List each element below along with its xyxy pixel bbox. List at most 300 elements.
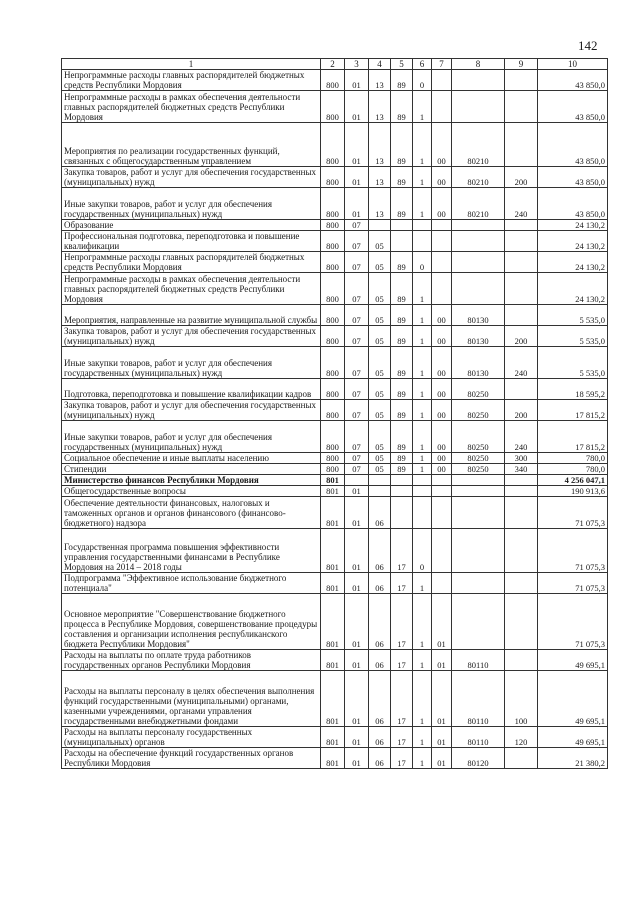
row-subsection: 13 (369, 167, 391, 188)
row-subsection: 05 (369, 273, 391, 305)
row-subprogram: 1 (413, 347, 432, 379)
row-expense-type (505, 573, 538, 594)
row-expense-type: 300 (505, 453, 538, 464)
row-section: 01 (345, 91, 369, 123)
row-amount: 24 130,2 (538, 273, 608, 305)
row-subsection: 06 (369, 727, 391, 748)
row-name: Подготовка, переподготовка и повышение квалификации кадров (62, 379, 321, 400)
row-program: 89 (391, 273, 413, 305)
row-direction (452, 91, 505, 123)
row-direction: 80210 (452, 123, 505, 167)
row-amount: 24 130,2 (538, 220, 608, 231)
row-subsection: 06 (369, 748, 391, 769)
row-ministry-code: 800 (321, 464, 345, 475)
row-name: Общегосударственные вопросы (62, 486, 321, 497)
row-name: Иные закупки товаров, работ и услуг для обеспечения государственных (муниципальных) нужд (62, 188, 321, 220)
row-ministry-code: 801 (321, 486, 345, 497)
row-ministry-code: 800 (321, 305, 345, 326)
row-section: 01 (345, 70, 369, 91)
row-event: 00 (432, 379, 452, 400)
row-amount: 17 815,2 (538, 400, 608, 421)
row-direction: 80130 (452, 326, 505, 347)
row-subsection: 06 (369, 650, 391, 671)
row-direction (452, 273, 505, 305)
row-direction (452, 529, 505, 573)
row-program (391, 475, 413, 486)
row-amount: 71 075,3 (538, 497, 608, 529)
row-subprogram: 0 (413, 70, 432, 91)
row-subprogram: 1 (413, 326, 432, 347)
row-program: 89 (391, 379, 413, 400)
row-name: Иные закупки товаров, работ и услуг для обеспечения государственных (муниципальных) нужд (62, 421, 321, 453)
row-ministry-code: 801 (321, 650, 345, 671)
row-section: 07 (345, 273, 369, 305)
row-expense-type (505, 748, 538, 769)
row-amount: 43 850,0 (538, 70, 608, 91)
row-event: 00 (432, 123, 452, 167)
row-subprogram: 1 (413, 727, 432, 748)
row-event: 01 (432, 594, 452, 650)
row-name: Иные закупки товаров, работ и услуг для обеспечения государственных (муниципальных) нужд (62, 347, 321, 379)
row-program: 89 (391, 305, 413, 326)
row-program: 89 (391, 421, 413, 453)
row-amount: 71 075,3 (538, 529, 608, 573)
row-subsection: 13 (369, 188, 391, 220)
row-ministry-code: 800 (321, 220, 345, 231)
row-amount: 780,0 (538, 464, 608, 475)
row-program (391, 497, 413, 529)
row-subprogram: 1 (413, 650, 432, 671)
row-event (432, 273, 452, 305)
row-section: 07 (345, 347, 369, 379)
row-section: 01 (345, 529, 369, 573)
row-event (432, 220, 452, 231)
row-direction: 80130 (452, 347, 505, 379)
row-subprogram (413, 475, 432, 486)
row-program: 17 (391, 671, 413, 727)
row-section: 01 (345, 727, 369, 748)
row-name: Стипендии (62, 464, 321, 475)
row-ministry-code: 800 (321, 347, 345, 379)
row-program: 89 (391, 70, 413, 91)
row-subprogram: 0 (413, 252, 432, 273)
row-ministry-code: 800 (321, 231, 345, 252)
table-row (62, 421, 608, 453)
row-program: 89 (391, 453, 413, 464)
row-section: 01 (345, 748, 369, 769)
row-subprogram: 1 (413, 421, 432, 453)
row-program (391, 231, 413, 252)
row-event (432, 252, 452, 273)
row-section: 07 (345, 421, 369, 453)
row-event: 00 (432, 453, 452, 464)
row-subprogram (413, 231, 432, 252)
row-subsection: 13 (369, 91, 391, 123)
row-name: Непрограммные расходы в рамках обеспечения деятельности главных распорядителей бюджетных средств Республики Мордовия (62, 91, 321, 123)
budget-table (61, 58, 608, 769)
table-row (62, 188, 608, 220)
row-subprogram: 1 (413, 379, 432, 400)
row-subsection: 06 (369, 529, 391, 573)
row-subsection: 05 (369, 305, 391, 326)
row-section: 01 (345, 486, 369, 497)
row-subsection: 05 (369, 231, 391, 252)
header-cell: 10 (538, 59, 608, 70)
row-direction (452, 220, 505, 231)
row-name: Образование (62, 220, 321, 231)
row-ministry-code: 800 (321, 123, 345, 167)
row-subsection: 05 (369, 326, 391, 347)
header-cell: 8 (452, 59, 505, 70)
row-program: 17 (391, 650, 413, 671)
row-subprogram: 1 (413, 594, 432, 650)
row-program: 17 (391, 573, 413, 594)
row-section: 01 (345, 573, 369, 594)
row-name: Расходы на выплаты по оплате труда работников государственных органов Республики Мордовия (62, 650, 321, 671)
row-section (345, 475, 369, 486)
row-ministry-code: 801 (321, 475, 345, 486)
row-expense-type: 100 (505, 671, 538, 727)
row-expense-type: 240 (505, 188, 538, 220)
row-amount: 24 130,2 (538, 252, 608, 273)
row-direction: 80110 (452, 671, 505, 727)
row-direction: 80130 (452, 305, 505, 326)
row-ministry-code: 800 (321, 453, 345, 464)
row-program: 17 (391, 529, 413, 573)
row-event: 00 (432, 464, 452, 475)
row-expense-type (505, 379, 538, 400)
row-program: 89 (391, 167, 413, 188)
row-direction: 80120 (452, 748, 505, 769)
row-name: Основное мероприятие "Совершенствование бюджетного процесса в Республике Мордовия, совершенствование процедуры составления и организации исполнения республиканского бюджета Республики Мордовия" (62, 594, 321, 650)
row-event (432, 475, 452, 486)
table-row (62, 671, 608, 727)
row-subprogram: 1 (413, 573, 432, 594)
row-expense-type (505, 497, 538, 529)
row-direction: 80210 (452, 167, 505, 188)
row-amount: 43 850,0 (538, 123, 608, 167)
row-subprogram (413, 486, 432, 497)
table-row (62, 529, 608, 573)
row-subprogram: 1 (413, 167, 432, 188)
row-subsection: 05 (369, 421, 391, 453)
row-event (432, 497, 452, 529)
row-subsection: 05 (369, 464, 391, 475)
row-subsection: 05 (369, 379, 391, 400)
row-section: 01 (345, 167, 369, 188)
row-direction: 80250 (452, 379, 505, 400)
row-expense-type: 200 (505, 326, 538, 347)
row-amount: 18 595,2 (538, 379, 608, 400)
row-section: 07 (345, 305, 369, 326)
row-name: Государственная программа повышения эффективности управления государственными финансами в Республике Мордовия на 2014 – 2018 годы (62, 529, 321, 573)
row-expense-type (505, 650, 538, 671)
row-event (432, 529, 452, 573)
row-expense-type: 200 (505, 400, 538, 421)
table-row (62, 727, 608, 748)
row-amount: 71 075,3 (538, 594, 608, 650)
table-row (62, 379, 608, 400)
row-name: Непрограммные расходы в рамках обеспечения деятельности главных распорядителей бюджетных средств Республики Мордовия (62, 273, 321, 305)
row-amount: 24 130,2 (538, 231, 608, 252)
row-expense-type (505, 273, 538, 305)
table-row (62, 464, 608, 475)
row-event (432, 91, 452, 123)
table-row (62, 650, 608, 671)
row-ministry-code: 800 (321, 188, 345, 220)
row-event: 00 (432, 188, 452, 220)
row-event: 00 (432, 305, 452, 326)
row-program: 17 (391, 748, 413, 769)
row-section: 07 (345, 464, 369, 475)
row-program: 17 (391, 727, 413, 748)
row-expense-type: 240 (505, 421, 538, 453)
table-row (62, 475, 608, 486)
row-ministry-code: 800 (321, 421, 345, 453)
row-name: Непрограммные расходы главных распорядителей бюджетных средств Республики Мордовия (62, 252, 321, 273)
row-expense-type (505, 91, 538, 123)
row-name: Мероприятия, направленные на развитие муниципальной службы (62, 305, 321, 326)
row-program: 89 (391, 464, 413, 475)
row-ministry-code: 800 (321, 70, 345, 91)
row-subsection: 06 (369, 497, 391, 529)
row-subsection: 06 (369, 573, 391, 594)
row-amount: 4 256 047,1 (538, 475, 608, 486)
row-direction (452, 486, 505, 497)
row-ministry-code: 801 (321, 671, 345, 727)
row-section: 07 (345, 379, 369, 400)
row-subprogram: 1 (413, 400, 432, 421)
row-ministry-code: 801 (321, 529, 345, 573)
header-cell: 1 (62, 59, 321, 70)
row-expense-type: 120 (505, 727, 538, 748)
row-direction: 80210 (452, 188, 505, 220)
row-name: Подпрограмма "Эффективное использование бюджетного потенциала" (62, 573, 321, 594)
row-direction: 80250 (452, 421, 505, 453)
row-subsection: 05 (369, 347, 391, 379)
row-section: 01 (345, 497, 369, 529)
row-section: 01 (345, 188, 369, 220)
row-event: 00 (432, 347, 452, 379)
row-event: 01 (432, 650, 452, 671)
row-expense-type: 200 (505, 167, 538, 188)
row-event (432, 70, 452, 91)
row-amount: 17 815,2 (538, 421, 608, 453)
row-event: 00 (432, 421, 452, 453)
row-direction: 80110 (452, 650, 505, 671)
row-amount: 49 695,1 (538, 650, 608, 671)
header-cell: 6 (413, 59, 432, 70)
row-direction (452, 231, 505, 252)
row-name: Социальное обеспечение и иные выплаты населению (62, 453, 321, 464)
row-event: 01 (432, 671, 452, 727)
table-row (62, 594, 608, 650)
table-row (62, 167, 608, 188)
row-amount: 71 075,3 (538, 573, 608, 594)
row-ministry-code: 800 (321, 400, 345, 421)
row-subsection: 05 (369, 453, 391, 464)
row-program (391, 486, 413, 497)
row-ministry-code: 801 (321, 748, 345, 769)
row-direction (452, 497, 505, 529)
row-name: Закупка товаров, работ и услуг для обеспечения государственных (муниципальных) нужд (62, 326, 321, 347)
row-amount: 5 535,0 (538, 347, 608, 379)
table-row (62, 91, 608, 123)
row-program: 89 (391, 400, 413, 421)
row-direction (452, 594, 505, 650)
row-expense-type (505, 529, 538, 573)
row-event: 00 (432, 400, 452, 421)
row-amount: 5 535,0 (538, 326, 608, 347)
row-event: 00 (432, 326, 452, 347)
row-subprogram (413, 497, 432, 529)
row-name: Расходы на выплаты персоналу в целях обеспечения выполнения функций государственными (муниципальными) органами, казенными учреждениями, органами управления государственными внебюджетными фондами (62, 671, 321, 727)
table-row (62, 347, 608, 379)
row-subprogram: 1 (413, 91, 432, 123)
row-event (432, 486, 452, 497)
row-amount: 49 695,1 (538, 671, 608, 727)
row-program: 89 (391, 188, 413, 220)
row-event: 00 (432, 167, 452, 188)
row-name: Расходы на выплаты персоналу государственных (муниципальных) органов (62, 727, 321, 748)
row-subprogram: 1 (413, 453, 432, 464)
table-row (62, 220, 608, 231)
row-ministry-code: 800 (321, 252, 345, 273)
row-subsection: 13 (369, 70, 391, 91)
row-ministry-code: 801 (321, 497, 345, 529)
row-ministry-code: 800 (321, 273, 345, 305)
row-event: 01 (432, 748, 452, 769)
row-section: 07 (345, 220, 369, 231)
row-expense-type (505, 220, 538, 231)
row-amount: 21 380,2 (538, 748, 608, 769)
table-row (62, 273, 608, 305)
row-section: 01 (345, 671, 369, 727)
row-direction (452, 573, 505, 594)
row-subsection: 06 (369, 594, 391, 650)
row-amount: 5 535,0 (538, 305, 608, 326)
row-section: 01 (345, 650, 369, 671)
row-section: 07 (345, 231, 369, 252)
row-event (432, 573, 452, 594)
table-row (62, 252, 608, 273)
row-section: 07 (345, 252, 369, 273)
row-subprogram: 1 (413, 273, 432, 305)
table-row (62, 305, 608, 326)
row-direction (452, 70, 505, 91)
row-direction: 80110 (452, 727, 505, 748)
row-expense-type (505, 594, 538, 650)
table-header-row (62, 59, 608, 70)
row-expense-type (505, 486, 538, 497)
header-cell: 9 (505, 59, 538, 70)
row-expense-type: 340 (505, 464, 538, 475)
row-direction: 80250 (452, 400, 505, 421)
row-subprogram: 1 (413, 123, 432, 167)
row-name: Расходы на обеспечение функций государственных органов Республики Мордовия (62, 748, 321, 769)
row-event: 01 (432, 727, 452, 748)
row-amount: 43 850,0 (538, 91, 608, 123)
table-row (62, 326, 608, 347)
row-subprogram (413, 220, 432, 231)
row-amount: 43 850,0 (538, 167, 608, 188)
row-name: Обеспечение деятельности финансовых, налоговых и таможенных органов и органов финансового (финансово-бюджетного) надзора (62, 497, 321, 529)
row-direction (452, 475, 505, 486)
table-row (62, 231, 608, 252)
row-direction (452, 252, 505, 273)
row-name: Непрограммные расходы главных распорядителей бюджетных средств Республики Мордовия (62, 70, 321, 91)
table-row (62, 497, 608, 529)
row-amount: 49 695,1 (538, 727, 608, 748)
row-ministry-code: 800 (321, 91, 345, 123)
row-subsection: 05 (369, 252, 391, 273)
row-subsection (369, 475, 391, 486)
header-cell: 2 (321, 59, 345, 70)
row-ministry-code: 801 (321, 594, 345, 650)
row-subprogram: 1 (413, 748, 432, 769)
row-program: 17 (391, 594, 413, 650)
row-name: Профессиональная подготовка, переподготовка и повышение квалификации (62, 231, 321, 252)
table-row (62, 123, 608, 167)
row-section: 07 (345, 400, 369, 421)
row-expense-type (505, 231, 538, 252)
row-subsection: 13 (369, 123, 391, 167)
row-subsection (369, 220, 391, 231)
row-expense-type: 240 (505, 347, 538, 379)
row-expense-type (505, 252, 538, 273)
row-subprogram: 1 (413, 671, 432, 727)
row-program: 89 (391, 91, 413, 123)
table-row (62, 70, 608, 91)
row-program: 89 (391, 123, 413, 167)
row-amount: 780,0 (538, 453, 608, 464)
row-subsection: 05 (369, 400, 391, 421)
row-name: Закупка товаров, работ и услуг для обеспечения государственных (муниципальных) нужд (62, 167, 321, 188)
row-program: 89 (391, 252, 413, 273)
row-name: Министерство финансов Республики Мордовия (62, 475, 321, 486)
table-row (62, 748, 608, 769)
row-program (391, 220, 413, 231)
row-amount: 43 850,0 (538, 188, 608, 220)
table-row (62, 400, 608, 421)
table-row (62, 573, 608, 594)
row-section: 07 (345, 326, 369, 347)
row-ministry-code: 801 (321, 727, 345, 748)
row-event (432, 231, 452, 252)
row-subprogram: 1 (413, 188, 432, 220)
row-ministry-code: 800 (321, 326, 345, 347)
header-cell: 5 (391, 59, 413, 70)
row-name: Мероприятия по реализации государственных функций, связанных с общегосударственным управлением (62, 123, 321, 167)
row-section: 01 (345, 594, 369, 650)
row-ministry-code: 800 (321, 167, 345, 188)
row-subsection (369, 486, 391, 497)
table-row (62, 453, 608, 464)
row-direction: 80250 (452, 453, 505, 464)
row-expense-type (505, 70, 538, 91)
row-amount: 190 913,6 (538, 486, 608, 497)
row-subsection: 06 (369, 671, 391, 727)
page-number: 142 (578, 38, 598, 53)
row-program: 89 (391, 326, 413, 347)
row-subprogram: 1 (413, 305, 432, 326)
row-expense-type (505, 305, 538, 326)
row-expense-type (505, 475, 538, 486)
row-ministry-code: 800 (321, 379, 345, 400)
header-cell: 3 (345, 59, 369, 70)
row-section: 07 (345, 453, 369, 464)
header-cell: 4 (369, 59, 391, 70)
